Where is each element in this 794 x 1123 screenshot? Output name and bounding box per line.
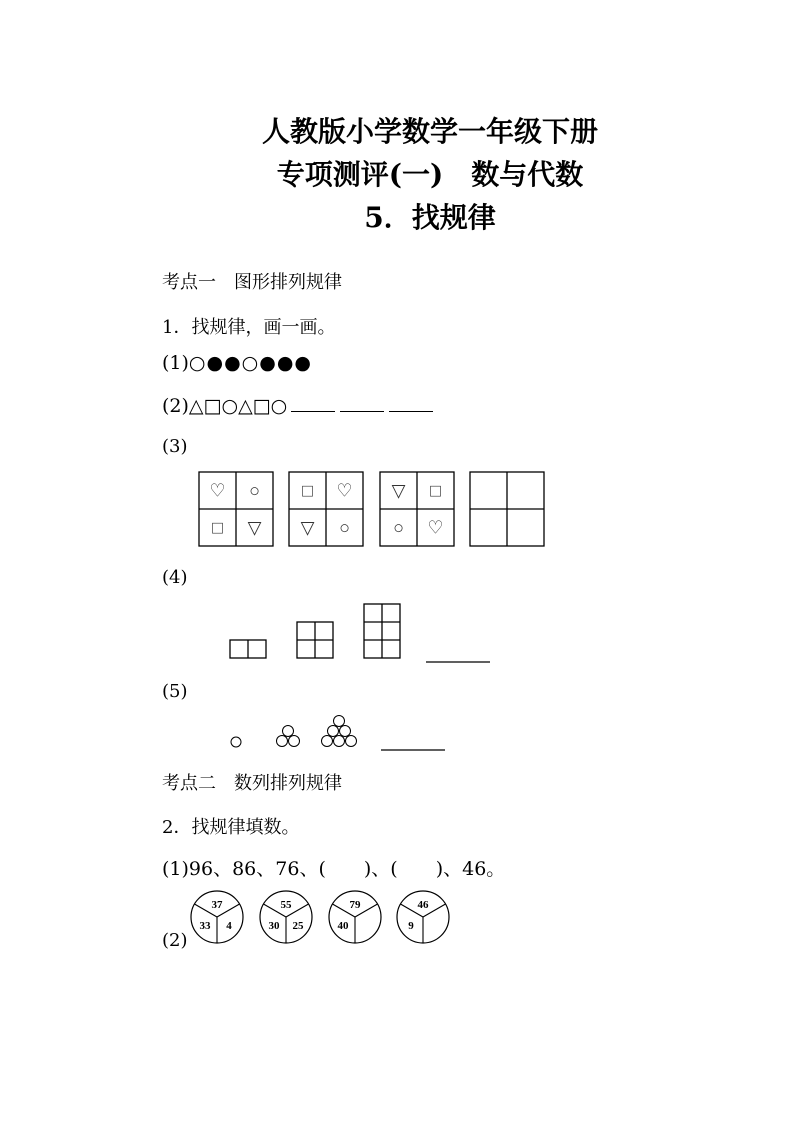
q1-item-3-label: (3) (162, 436, 188, 457)
q1-item-5-label: (5) (162, 681, 188, 702)
number-wheel-2 (260, 891, 312, 943)
q2-item-1-label: (1) (162, 858, 189, 880)
wheel-number-left: 40 (337, 920, 349, 932)
doc-title: 人教版小学数学一年级下册 (261, 115, 598, 148)
grid-shape: ♡ (336, 480, 353, 501)
grid-shape: ♡ (427, 517, 444, 538)
doc-subtitle: 专项测评(一) 数与代数 (276, 158, 584, 191)
wheel-number-top: 55 (280, 899, 292, 911)
number-wheel-3 (329, 891, 381, 943)
q1-item-1-sequence: ○●●○●●● (188, 352, 312, 374)
grid-shape: ▽ (247, 517, 262, 538)
number-wheel-1 (191, 891, 243, 943)
grid-shape: ▽ (391, 480, 406, 501)
wheel-number-left: 9 (408, 920, 414, 932)
grid-shape: ○ (249, 480, 260, 501)
q1-item-2-label: (2) (162, 395, 189, 417)
grid-shape: □ (302, 480, 313, 501)
grid-shape: ○ (339, 517, 350, 538)
wheel-number-left: 33 (199, 920, 211, 932)
grid-shape: ▽ (300, 517, 315, 538)
wheel-number-right: 4 (226, 920, 232, 932)
q1-item-2-sequence: △□○△□○ (188, 395, 288, 417)
wheel-number-top: 37 (211, 899, 223, 911)
wheel-number-top: 79 (349, 899, 361, 911)
wheel-number-right: 25 (292, 920, 304, 932)
wheel-number-top: 46 (417, 899, 429, 911)
q1-prompt: 1．找规律，画一画。 (162, 317, 336, 338)
section2-heading: 考点二 数列排列规律 (162, 773, 342, 794)
grid-shape: ♡ (209, 480, 226, 501)
section1-heading: 考点一 图形排列规律 (162, 272, 342, 293)
grid-shape: □ (430, 480, 441, 501)
q2-item-1-text: 96、86、76、( )、( )、46。 (188, 858, 506, 880)
number-wheel-4 (397, 891, 449, 943)
grid-shape: ○ (393, 517, 404, 538)
q2-prompt: 2．找规律填数。 (162, 817, 300, 838)
q1-item-1-label: (1) (162, 352, 189, 374)
wheel-number-left: 30 (268, 920, 280, 932)
grid-shape: □ (212, 517, 223, 538)
q1-item-4-label: (4) (162, 567, 188, 588)
q2-item-2-label: (2) (162, 930, 188, 951)
doc-topic: 5．找规律 (364, 201, 496, 234)
